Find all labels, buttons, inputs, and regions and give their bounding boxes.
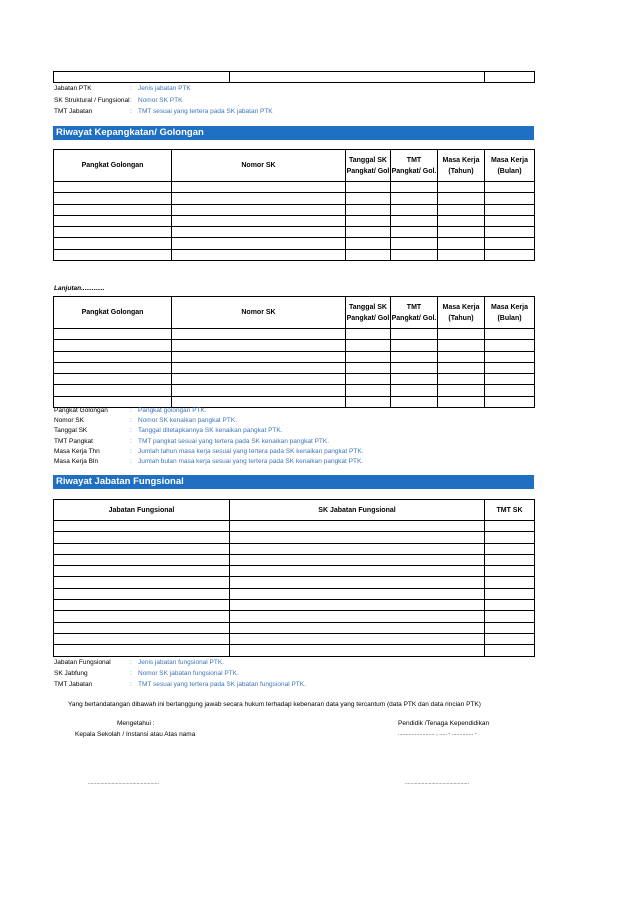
right-signature-line: .............................................. [405, 780, 469, 786]
table-cell [438, 362, 485, 373]
table-cell [172, 249, 346, 260]
table-cell [54, 204, 172, 215]
section-header-fungsional: Riwayat Jabatan Fungsional [53, 475, 534, 489]
left-signature-title: Mengetahui : [117, 720, 155, 727]
table-cell [438, 374, 485, 385]
table-cell [485, 645, 535, 656]
table-row [54, 182, 535, 193]
field-colon: : [130, 458, 132, 465]
table-cell [346, 215, 391, 226]
table-cell [346, 249, 391, 260]
field-label: Masa Kerja Bln [54, 458, 99, 465]
field-colon: : [130, 427, 132, 435]
header-pangkat: Pangkat Golongan [54, 297, 172, 329]
table-cell [346, 204, 391, 215]
table-cell [346, 182, 391, 193]
header-masa-kerja-tahun: Masa Kerja (Tahun) [438, 150, 485, 182]
table-cell [172, 374, 346, 385]
table-cell [485, 588, 535, 599]
field-colon: : [130, 108, 132, 116]
header-tmt: TMT Pangkat/ Gol. [391, 150, 438, 182]
table-row [54, 385, 535, 396]
table-cell [346, 340, 391, 351]
field-label: TMT Pangkat [54, 437, 93, 445]
table-cell [54, 351, 172, 362]
table-cell [54, 238, 172, 249]
table-cell [485, 385, 535, 396]
field-label: TMT Jabatan [54, 108, 93, 116]
table-cell [230, 633, 485, 644]
table-cell [54, 532, 230, 543]
table-row [54, 329, 535, 340]
table-cell [485, 611, 535, 622]
header-tanggal-sk: Tanggal SK Pangkat/ Gol [346, 150, 391, 182]
field-value: Tanggal ditetapkannya SK kenaikan pangkat PTK. [138, 427, 283, 435]
field-row [54, 679, 534, 690]
table-cell [438, 351, 485, 362]
header-pangkat: Pangkat Golongan [54, 150, 172, 182]
table-cell [54, 611, 230, 622]
table-cell [54, 543, 230, 554]
field-value: TMT sesuai yang tertera pada SK jabatan PTK [138, 108, 273, 116]
table-cell [54, 633, 230, 644]
table-cell [54, 385, 172, 396]
table-cell [54, 249, 172, 260]
table-cell [485, 249, 535, 260]
table-cell [54, 215, 172, 226]
table-cell [54, 521, 230, 532]
table-cell [54, 362, 172, 373]
field-colon: : [130, 437, 132, 445]
closing-statement: Yang bertandatangan dibawah ini bertanggung jawab secara hukum terhadap kebenaran data yang tercantum (data PTK dan data rincian PTK) [68, 701, 481, 708]
table-cell [54, 340, 172, 351]
header-tmt: TMT Pangkat/ Gol. [391, 297, 438, 329]
table-cell [438, 227, 485, 238]
table-cell [485, 543, 535, 554]
field-row [54, 106, 534, 117]
table-cell [346, 238, 391, 249]
table-cell [485, 215, 535, 226]
table-cell [230, 588, 485, 599]
table-cell [54, 622, 230, 633]
header-masa-kerja-bulan: Masa Kerja (Bulan) [485, 150, 535, 182]
table-cell [391, 351, 438, 362]
field-colon: : [130, 85, 132, 92]
table-row [54, 340, 535, 351]
table-cell [391, 362, 438, 373]
table-cell [485, 374, 535, 385]
table-cell [172, 193, 346, 204]
table-cell [346, 362, 391, 373]
table-row [54, 362, 535, 373]
fungsional-table [53, 499, 535, 657]
header-sk-jabatan-fungsional: SK Jabatan Fungsional [230, 500, 485, 521]
table-cell [438, 249, 485, 260]
header-nomor-sk: Nomor SK [172, 297, 346, 329]
table-cell [172, 362, 346, 373]
table-cell [54, 577, 230, 588]
table-cell [485, 72, 535, 83]
table-cell [438, 204, 485, 215]
table-row [54, 566, 535, 577]
table-cell [391, 340, 438, 351]
table-cell [438, 215, 485, 226]
table-row [54, 543, 535, 554]
table-cell [172, 329, 346, 340]
table-cell [391, 227, 438, 238]
table-row [54, 351, 535, 362]
field-colon: : [130, 659, 132, 666]
table-cell [172, 215, 346, 226]
table-cell [230, 543, 485, 554]
field-value: Jumlah tahun masa kerja sesuai yang tertera pada SK kenaikan pangkat PTK. [138, 447, 364, 455]
table-cell [485, 600, 535, 611]
table-cell [485, 554, 535, 565]
header-masa-kerja-tahun: Masa Kerja (Tahun) [438, 297, 485, 329]
table-cell [485, 566, 535, 577]
table-row [54, 521, 535, 532]
table-cell [230, 554, 485, 565]
table-cell [230, 532, 485, 543]
table-cell [391, 374, 438, 385]
table-cell [54, 193, 172, 204]
table-row [54, 554, 535, 565]
table-row [54, 193, 535, 204]
table-cell [54, 554, 230, 565]
field-colon: : [130, 417, 132, 425]
kepangkatan-table-continued [53, 296, 535, 408]
table-cell [172, 182, 346, 193]
table-cell [172, 227, 346, 238]
field-value: Nomor SK PTK [138, 96, 183, 104]
field-colon: : [130, 407, 132, 414]
kepangkatan-table [53, 149, 535, 261]
table-cell [54, 227, 172, 238]
field-colon: : [130, 447, 132, 455]
table-cell [485, 238, 535, 249]
table-row [54, 600, 535, 611]
table-cell [230, 645, 485, 656]
header-tanggal-sk: Tanggal SK Pangkat/ Gol [346, 297, 391, 329]
right-place-date: ........................ , ..... - .............. - [398, 731, 477, 737]
table-cell [172, 238, 346, 249]
table-cell [230, 72, 485, 83]
table-cell [485, 227, 535, 238]
header-masa-kerja-bulan: Masa Kerja (Bulan) [485, 297, 535, 329]
table-cell [391, 204, 438, 215]
table-cell [438, 193, 485, 204]
field-label: Nomor SK [54, 417, 84, 425]
field-value: Pangkat golongan PTK. [138, 407, 207, 414]
table-cell [54, 600, 230, 611]
header-nomor-sk: Nomor SK [172, 150, 346, 182]
field-value: TMT sesuai yang tertera pada SK jabatan fungsional PTK. [138, 681, 306, 689]
field-label: SK Struktural / Fungsional [54, 96, 130, 104]
table-cell [438, 238, 485, 249]
table-cell [54, 329, 172, 340]
table-cell [230, 622, 485, 633]
table-row [54, 204, 535, 215]
field-label: SK Jabfung [54, 670, 88, 678]
table-cell [230, 600, 485, 611]
header-tmt-sk: TMT SK [485, 500, 535, 521]
field-row [54, 668, 534, 679]
section-header-kepangkatan: Riwayat Kepangkatan/ Golongan [53, 126, 534, 140]
field-value: Jenis jabatan fungsional PTK. [138, 659, 224, 666]
table-cell [391, 249, 438, 260]
jabatan-top-table [53, 71, 535, 83]
table-cell [346, 193, 391, 204]
table-row [54, 374, 535, 385]
table-cell [391, 215, 438, 226]
table-cell [230, 566, 485, 577]
field-value: Nomor SK kenaikan pangkat PTK. [138, 417, 237, 425]
field-label: TMT Jabatan [54, 681, 93, 689]
field-label: Pangkat Golongan [54, 407, 108, 414]
table-cell [438, 385, 485, 396]
right-signature-title: Pendidik /Tenaga Kependidikan [398, 720, 490, 727]
table-cell [485, 633, 535, 644]
table-cell [230, 611, 485, 622]
table-row [54, 622, 535, 633]
table-row [54, 633, 535, 644]
field-colon: : [130, 681, 132, 689]
field-value: Jenis jabatan PTK [138, 85, 191, 92]
table-row [54, 645, 535, 656]
field-colon: : [130, 670, 132, 678]
continued-label: Lanjutan............. [54, 285, 105, 292]
left-signature-subtitle: Kepala Sekolah / Instansi atau Atas nama [75, 731, 196, 738]
table-cell [485, 204, 535, 215]
field-value: Jumlah bulan masa kerja sesuai yang tertera pada SK kenaikan pangkat PTK. [138, 458, 364, 465]
field-row [54, 95, 534, 106]
header-jabatan-fungsional: Jabatan Fungsional [54, 500, 230, 521]
table-row [54, 577, 535, 588]
table-row [54, 215, 535, 226]
table-cell [485, 521, 535, 532]
table-cell [485, 351, 535, 362]
table-cell [346, 351, 391, 362]
table-cell [54, 566, 230, 577]
table-cell [485, 532, 535, 543]
table-cell [172, 204, 346, 215]
field-label: Tanggal SK [54, 427, 88, 435]
table-cell [346, 329, 391, 340]
field-value: Nomor SK jabatan fungsional PTK. [138, 670, 239, 678]
table-row [54, 249, 535, 260]
table-cell [485, 329, 535, 340]
table-row [54, 611, 535, 622]
table-cell [485, 622, 535, 633]
field-colon: : [130, 96, 132, 104]
table-cell [230, 521, 485, 532]
table-cell [485, 577, 535, 588]
table-cell [172, 340, 346, 351]
table-cell [54, 645, 230, 656]
table-cell [391, 193, 438, 204]
table-cell [54, 182, 172, 193]
table-cell [485, 193, 535, 204]
table-cell [438, 329, 485, 340]
table-cell [391, 238, 438, 249]
table-cell [346, 385, 391, 396]
field-row [54, 83, 534, 94]
table-cell [172, 385, 346, 396]
table-cell [54, 374, 172, 385]
table-cell [54, 588, 230, 599]
field-row [54, 657, 534, 668]
field-value: TMT pangkat sesuai yang tertera pada SK kenaikan pangkat PTK. [138, 437, 330, 445]
table-cell [485, 182, 535, 193]
table-cell [346, 227, 391, 238]
table-cell [172, 351, 346, 362]
left-signature-line: ................................................... [88, 780, 159, 786]
table-row [54, 238, 535, 249]
table-cell [391, 385, 438, 396]
table-cell [391, 329, 438, 340]
table-cell [54, 72, 230, 83]
table-cell [485, 340, 535, 351]
table-cell [346, 374, 391, 385]
table-cell [485, 362, 535, 373]
table-cell [438, 182, 485, 193]
table-row [54, 227, 535, 238]
field-label: Jabatan Fungsional [54, 659, 111, 666]
table-cell [391, 182, 438, 193]
table-cell [438, 340, 485, 351]
field-label: Jabatan PTK [54, 85, 92, 92]
table-cell [230, 577, 485, 588]
field-row [54, 456, 534, 467]
field-label: Masa Kerja Thn [54, 447, 100, 455]
table-row [54, 532, 535, 543]
table-row [54, 588, 535, 599]
